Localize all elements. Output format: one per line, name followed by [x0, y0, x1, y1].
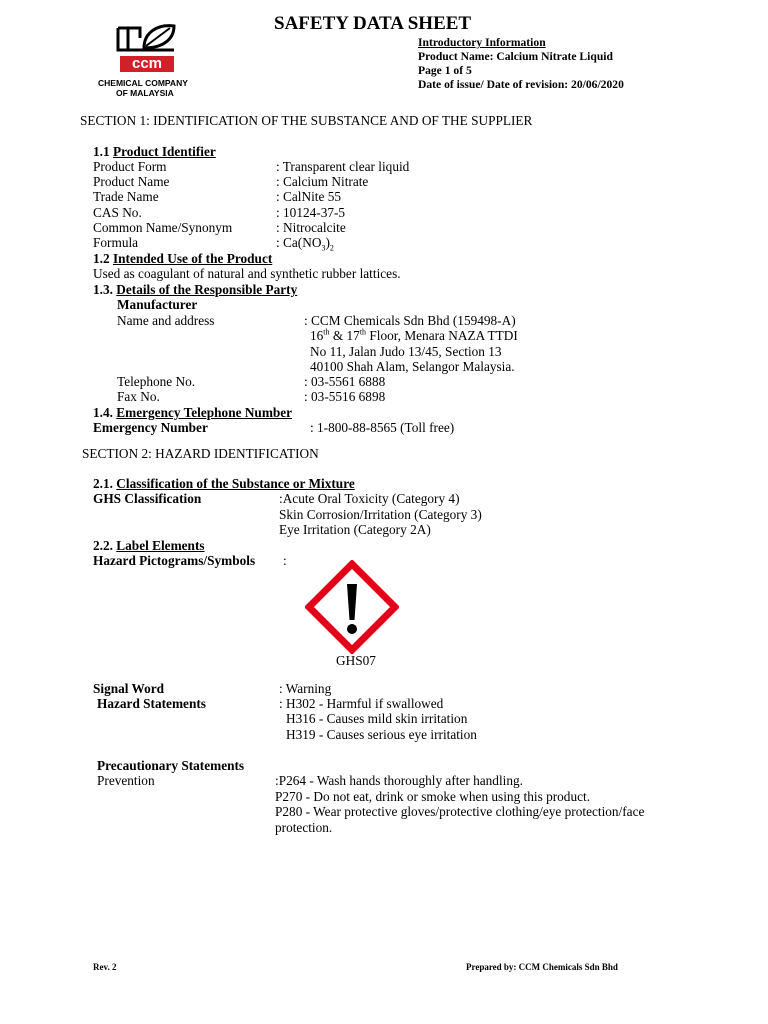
name-address-value: : CCM Chemicals Sdn Bhd (159498-A): [304, 313, 516, 328]
prevention-statement: protection.: [275, 820, 333, 835]
document-title: SAFETY DATA SHEET: [274, 13, 472, 34]
s11-row-value: : Calcium Nitrate: [276, 174, 369, 189]
header-page-number: Page 1 of 5: [418, 64, 472, 77]
s11-number: 1.1: [93, 144, 110, 159]
logo-company-line1: CHEMICAL COMPANY: [98, 78, 188, 88]
s21-heading: [93, 476, 355, 491]
s12-number: 1.2: [93, 251, 110, 266]
s14-number: 1.4.: [93, 405, 113, 420]
emergency-number-label: Emergency Number: [93, 420, 208, 435]
address-line1: 16th & 17th Floor, Menara NAZA TTDI: [310, 327, 518, 343]
ghs-value: Eye Irritation (Category 2A): [279, 522, 431, 537]
manufacturer-label: Manufacturer: [117, 297, 198, 312]
pictogram-code: GHS07: [336, 653, 376, 668]
s13-heading: [93, 282, 297, 297]
ghs-value: :Acute Oral Toxicity (Category 4): [279, 491, 460, 506]
prevention-statement: :P264 - Wash hands thoroughly after handling.: [275, 773, 523, 788]
s21-title: Classification of the Substance or Mixture: [116, 476, 355, 491]
footer-revision: Rev. 2: [93, 962, 117, 972]
pictogram-label: Hazard Pictograms/Symbols: [93, 553, 256, 568]
logo-company-line2: OF MALAYSIA: [116, 88, 174, 98]
s11-row-value: : Transparent clear liquid: [276, 159, 410, 174]
name-address-label: Name and address: [117, 313, 215, 328]
footer-prepared-by: Prepared by: CCM Chemicals Sdn Bhd: [466, 962, 618, 972]
prevention-statement: P280 - Wear protective gloves/protective clothing/eye protection/face: [275, 804, 645, 819]
section2-heading: SECTION 2: HAZARD IDENTIFICATION: [82, 446, 319, 461]
address-line2: No 11, Jalan Judo 13/45, Section 13: [310, 344, 502, 359]
s11-row-label: Product Name: [93, 174, 170, 189]
emergency-number-value: : 1-800-88-8565 (Toll free): [310, 420, 455, 435]
telephone-label: Telephone No.: [117, 374, 196, 389]
s11-row-label: Trade Name: [93, 189, 159, 204]
s11-row-label: Common Name/Synonym: [93, 220, 233, 235]
formula-prefix: : Ca(NO: [276, 235, 322, 250]
signal-word-value: : Warning: [279, 681, 332, 696]
header-date: Date of issue/ Date of revision: 20/06/2020: [418, 78, 624, 91]
logo-brand-text: ccm: [132, 55, 163, 72]
address-line3: 40100 Shah Alam, Selangor Malaysia.: [310, 359, 515, 374]
s11-row-value: : Nitrocalcite: [276, 220, 346, 235]
company-logo: [96, 22, 200, 102]
prevention-statement: P270 - Do not eat, drink or smoke when using this product.: [275, 789, 591, 804]
formula-sub2: 2: [329, 243, 334, 253]
formula-sub1: 3: [321, 243, 326, 253]
intro-heading: Introductory Information: [418, 36, 546, 49]
telephone-value: : 03-5561 6888: [304, 374, 386, 389]
s22-title: Label Elements: [116, 538, 205, 553]
signal-word-label: Signal Word: [93, 681, 165, 696]
hazard-statements-label: Hazard Statements: [97, 696, 206, 711]
pictogram-colon: :: [283, 553, 287, 568]
s11-heading: [93, 144, 216, 159]
s12-title: Intended Use of the Product: [112, 251, 273, 266]
s13-number: 1.3.: [93, 282, 113, 297]
s12-heading: [93, 251, 272, 266]
formula-mid: ): [325, 235, 330, 250]
ghs07-exclamation-icon: [305, 560, 399, 654]
prevention-label: Prevention: [97, 773, 155, 788]
s22-heading: [93, 538, 205, 553]
fax-label: Fax No.: [117, 389, 160, 404]
s11-title: Product Identifier: [112, 144, 216, 159]
s22-number: 2.2.: [93, 538, 113, 553]
ghs-value: Skin Corrosion/Irritation (Category 3): [279, 507, 482, 522]
hazard-statement: H316 - Causes mild skin irritation: [286, 711, 468, 726]
s13-title: Details of the Responsible Party: [116, 282, 298, 297]
hazard-statement: H319 - Causes serious eye irritation: [286, 727, 477, 742]
s11-row-value: : 10124-37-5: [276, 205, 346, 220]
s21-number: 2.1.: [93, 476, 113, 491]
s11-row-label: CAS No.: [93, 205, 142, 220]
ghs-classification-label: GHS Classification: [93, 491, 202, 506]
hazard-statement: : H302 - Harmful if swallowed: [279, 696, 444, 711]
precautionary-heading: Precautionary Statements: [97, 758, 245, 773]
s14-title: Emergency Telephone Number: [116, 405, 293, 420]
fax-value: : 03-5516 6898: [304, 389, 386, 404]
section1-heading: SECTION 1: IDENTIFICATION OF THE SUBSTANCE AND OF THE SUPPLIER: [80, 113, 533, 128]
s12-text: Used as coagulant of natural and synthetic rubber lattices.: [93, 266, 401, 281]
s14-heading: [93, 405, 292, 420]
s11-row-label: Product Form: [93, 159, 167, 174]
s11-row-value: : CalNite 55: [276, 189, 341, 204]
header-product-name: Product Name: Calcium Nitrate Liquid: [418, 50, 613, 63]
formula-label: Formula: [93, 235, 139, 250]
formula-value: [276, 235, 334, 253]
